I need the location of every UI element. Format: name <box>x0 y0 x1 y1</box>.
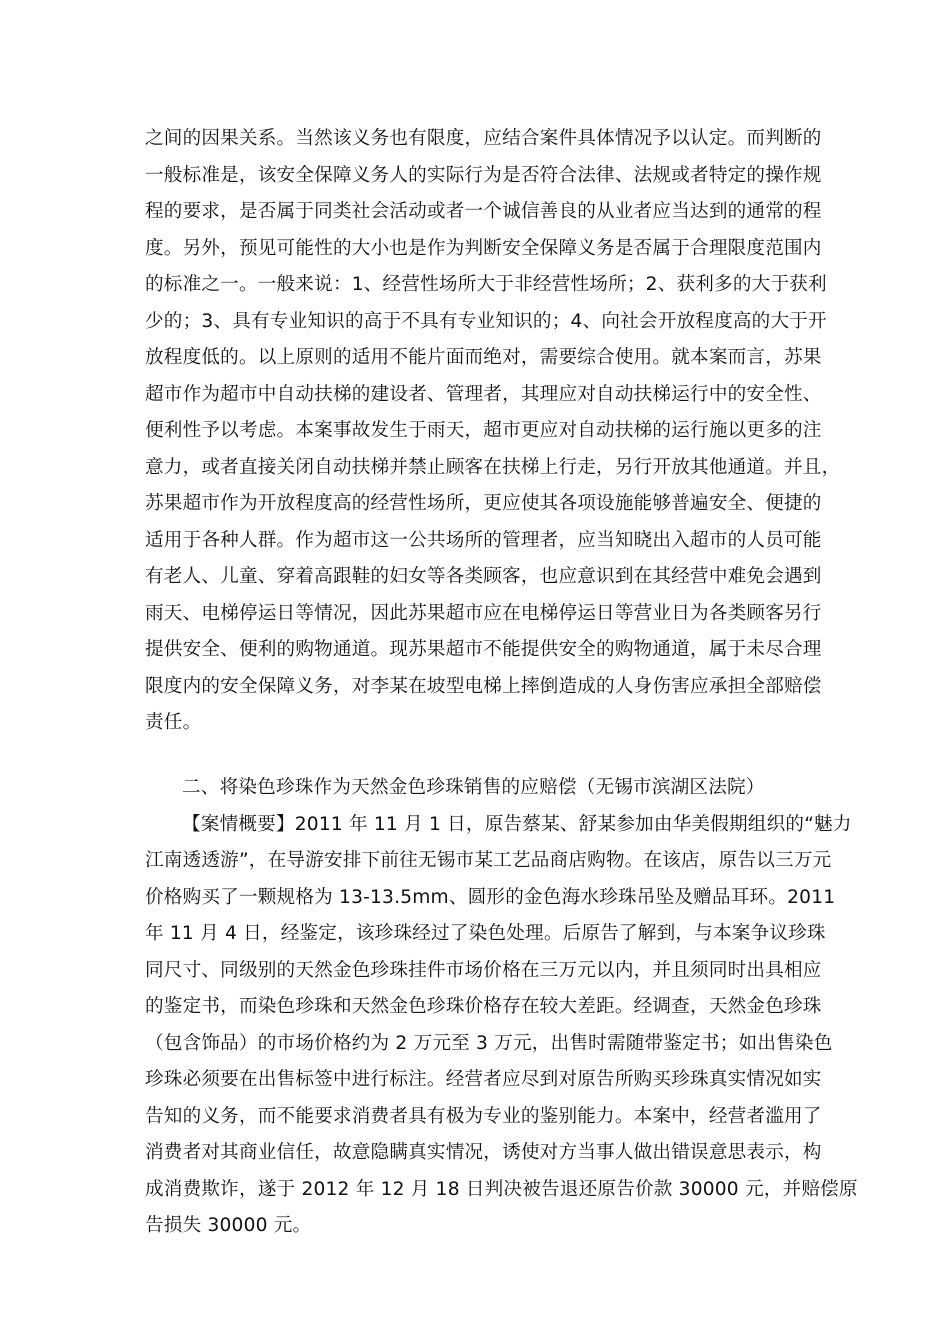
text-line: 责任。 <box>145 712 202 733</box>
paragraph-liability-analysis <box>145 121 841 742</box>
text-line: 度。另外，预见可能性的大小也是作为判断安全保障义务是否属于合理限度范围内 <box>145 237 822 259</box>
text-line: 便利性予以考虑。本案事故发生于雨天，超市更应对自动扶梯的运行施以更多的注 <box>145 420 822 441</box>
text-line: 之间的因果关系。当然该义务也有限度，应结合案件具体情况予以认定。而判断的 <box>145 128 822 149</box>
section-pearl-case <box>145 770 858 1245</box>
text-line: 的鉴定书，而染色珍珠和天然金色珍珠价格存在较大差距。经调查，天然金色珍珠 <box>145 996 822 1017</box>
text-line: 适用于各种人群。作为超市这一公共场所的管理者，应当知晓出入超市的人员可能 <box>145 529 822 551</box>
text-line: 程的要求，是否属于同类社会活动或者一个诚信善良的从业者应当达到的通常的程 <box>145 201 822 222</box>
text-line: 放程度低的。以上原则的适用不能片面而绝对，需要综合使用。就本案而言，苏果 <box>145 347 822 368</box>
text-line: 超市作为超市中自动扶梯的建设者、管理者，其理应对自动扶梯运行中的安全性、 <box>145 383 822 405</box>
text-line: 年 11 月 4 日，经鉴定，该珍珠经过了染色处理。后原告了解到，与本案争议珍珠 <box>145 923 826 944</box>
text-line: 江南透透游”，在导游安排下前往无锡市某工艺品商店购物。在该店，原告以三万元 <box>145 850 832 871</box>
text-line: 限度内的安全保障义务，对李某在坡型电梯上摔倒造成的人身伤害应承担全部赔偿 <box>145 675 822 697</box>
text-line: 珍珠必须要在出售标签中进行标注。经营者应尽到对原告所购买珍珠真实情况如实 <box>145 1069 822 1090</box>
text-line: 价格购买了一颗规格为 13-13.5mm、圆形的金色海水珍珠吊坠及赠品耳环。2011 <box>145 886 836 908</box>
text-line: 成消费欺诈，遂于 2012 年 12 月 18 日判决被告退还原告价款 30000 元，并赔偿原 <box>145 1178 858 1200</box>
text-line: 同尺寸、同级别的天然金色珍珠挂件市场价格在三万元以内，并且须同时出具相应 <box>145 959 822 981</box>
text-line: 告损失 30000 元。 <box>145 1215 312 1236</box>
text-line: 的标准之一。一般来说：1、经营性场所大于非经营性场所；2、获利多的大于获利 <box>145 274 827 295</box>
text-line: 消费者对其商业信任，故意隐瞒真实情况，诱使对方当事人做出错误意思表示，构 <box>145 1142 822 1163</box>
text-line: （包含饰品）的市场价格约为 2 万元至 3 万元，出售时需随带鉴定书；如出售染色 <box>145 1032 833 1054</box>
text-line: 少的；3、具有专业知识的高于不具有专业知识的；4、向社会开放程度高的大于开 <box>145 310 827 332</box>
text-line: 告知的义务，而不能要求消费者具有极为专业的鉴别能力。本案中，经营者滥用了 <box>145 1105 822 1127</box>
text-line: 【案情概要】2011 年 11 月 1 日，原告蔡某、舒某参加由华美假期组织的“魅力 <box>182 813 852 835</box>
text-line: 提供安全、便利的购物通道。现苏果超市不能提供安全的购物通道，属于未尽合理 <box>145 639 822 660</box>
text-line: 苏果超市作为开放程度高的经营性场所，更应使其各项设施能够普遍安全、便捷的 <box>145 493 822 514</box>
text-line: 有老人、儿童、穿着高跟鞋的妇女等各类顾客，也应意识到在其经营中难免会遇到 <box>145 566 822 587</box>
text-line: 雨天、电梯停运日等情况，因此苏果超市应在电梯停运日等营业日为各类顾客另行 <box>145 602 822 624</box>
text-line: 一般标准是，该安全保障义务人的实际行为是否符合法律、法规或者特定的操作规 <box>145 164 822 186</box>
text-line: 意力，或者直接关闭自动扶梯并禁止顾客在扶梯上行走，另行开放其他通道。并且， <box>145 456 841 478</box>
section-heading: 二、将染色珍珠作为天然金色珍珠销售的应赔偿（无锡市滨湖区法院） <box>182 777 765 798</box>
